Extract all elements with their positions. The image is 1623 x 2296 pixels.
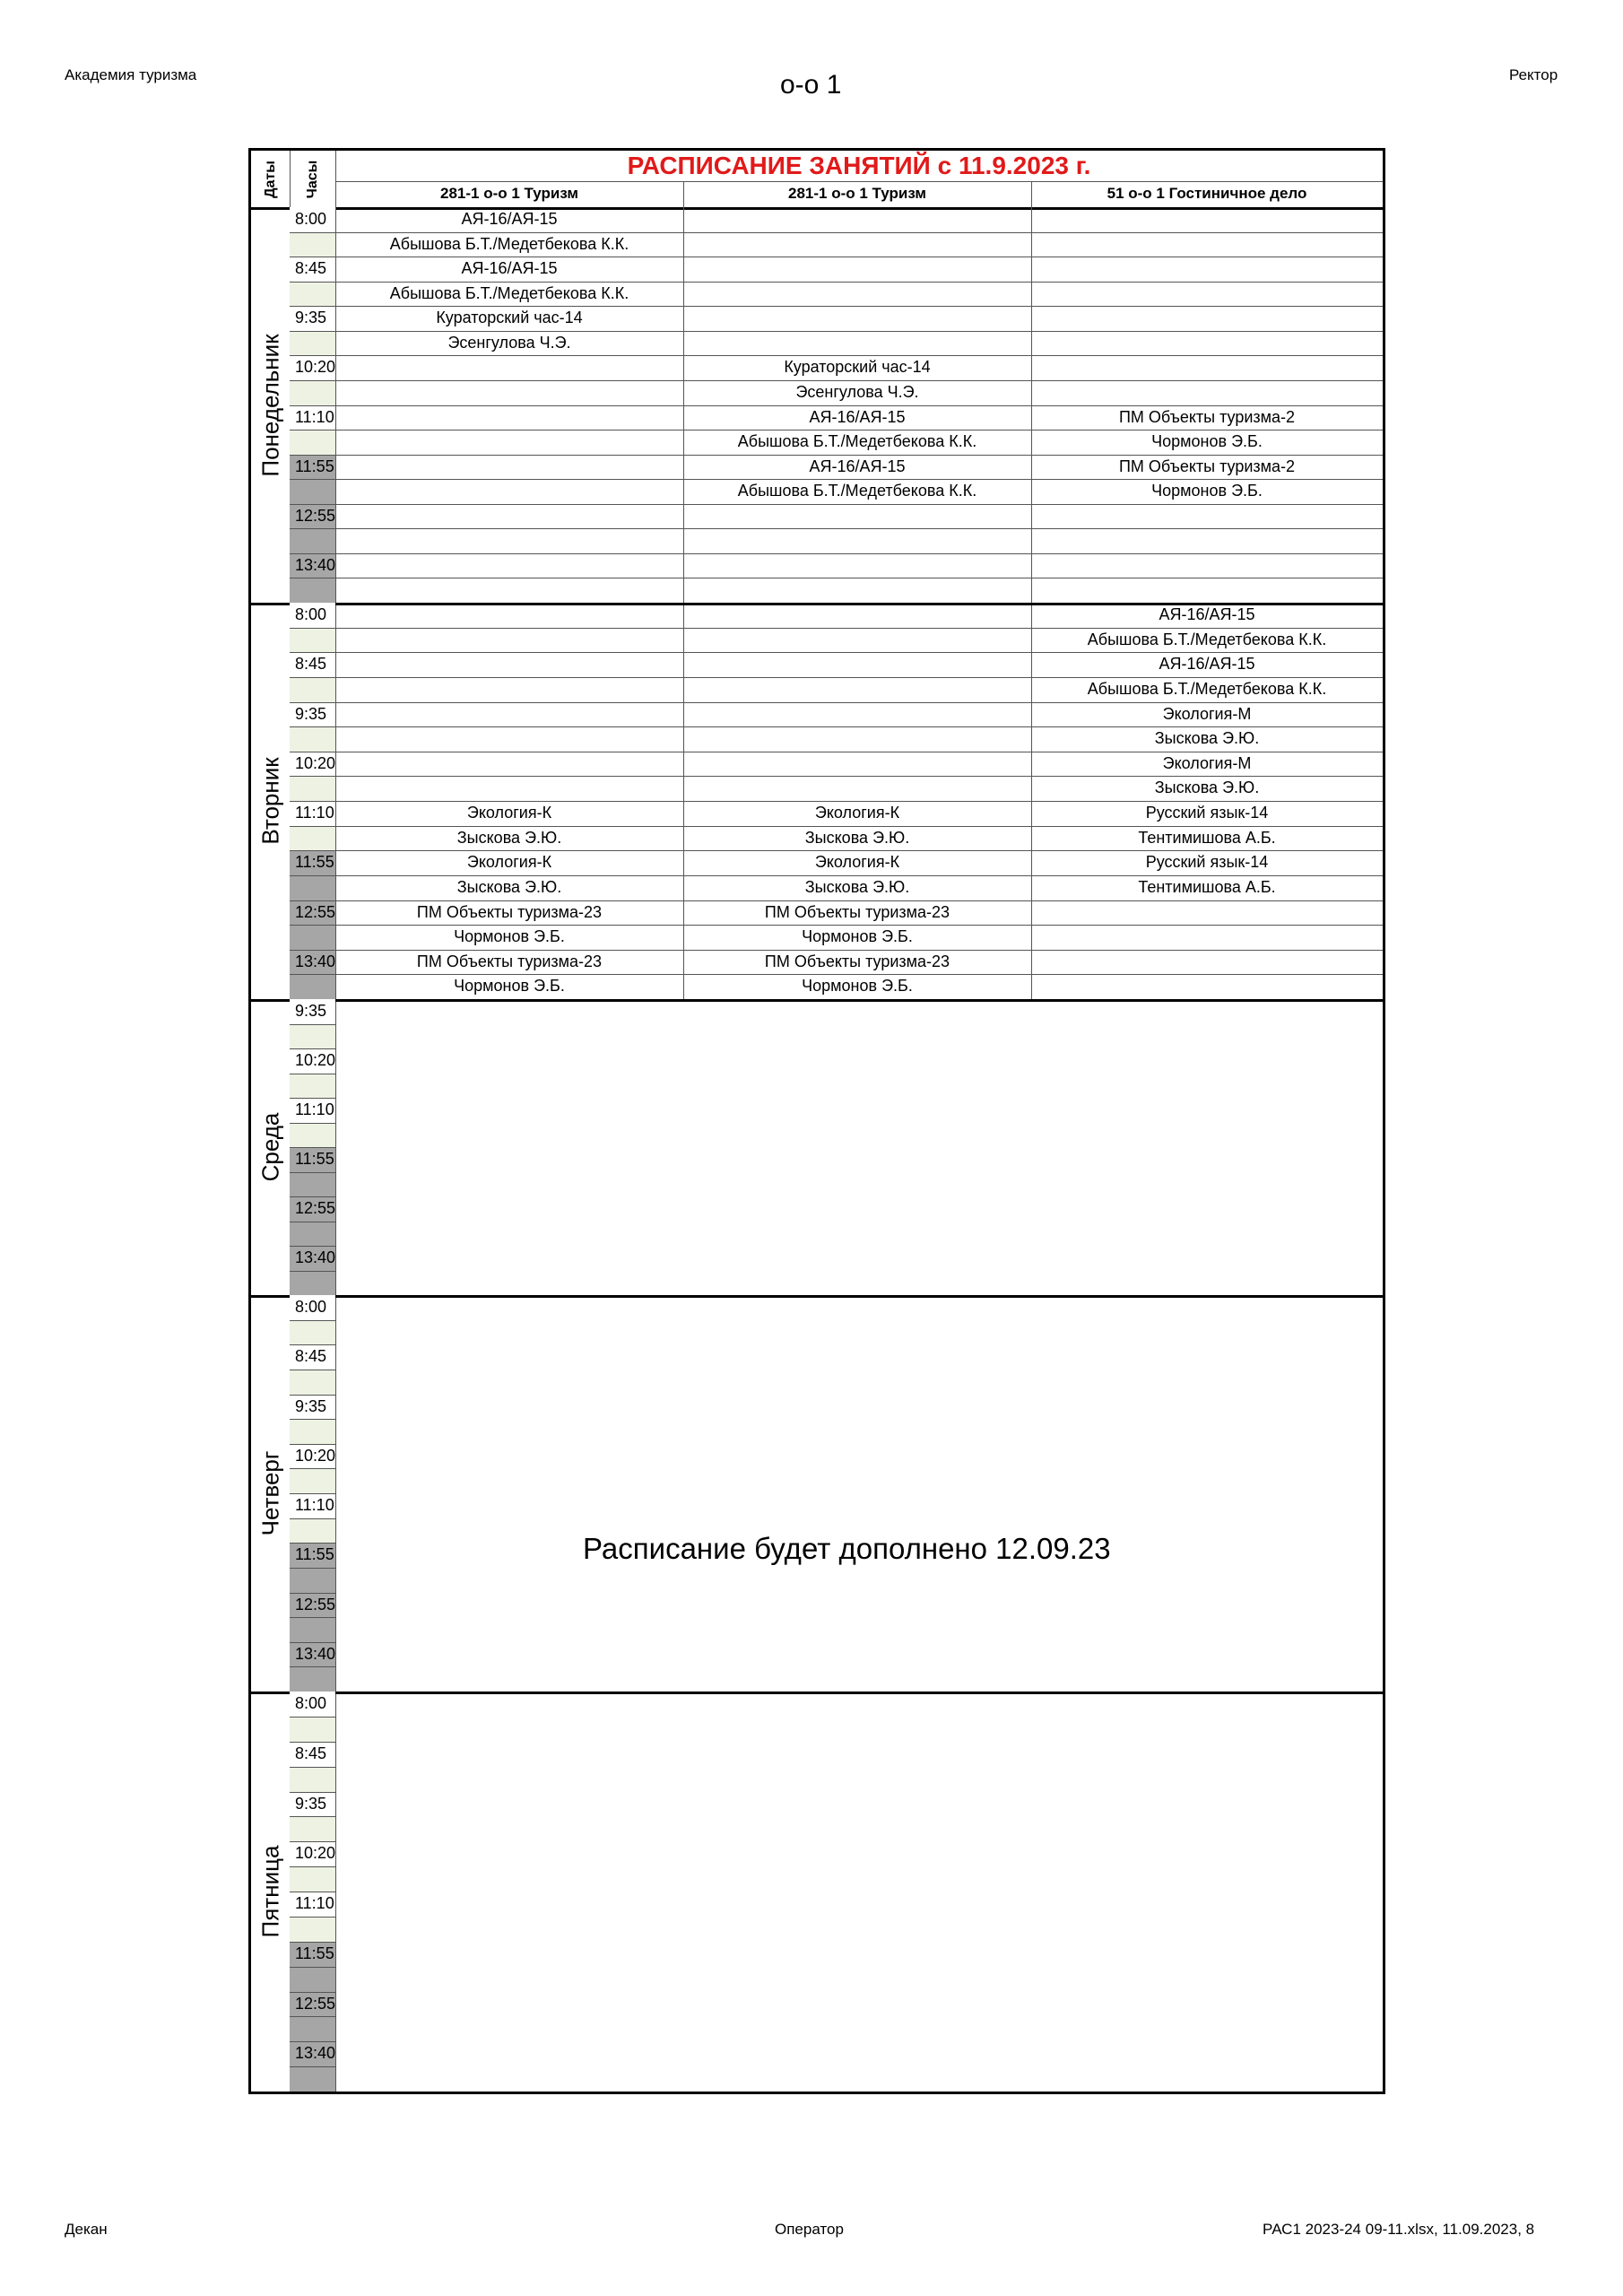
time-label: 13:40 [295,952,336,970]
lesson-subject [1031,207,1383,232]
lesson-teacher [1031,282,1383,307]
time-divider [290,1568,335,1569]
time-divider [290,1419,335,1420]
group-header: 281-1 о-о 1 Туризм [440,185,578,202]
lesson-teacher [335,776,683,801]
time-divider [290,1666,335,1667]
lesson-subject [683,306,1031,331]
lesson-teacher [683,726,1031,752]
lesson-subject [683,752,1031,777]
hours-column-label: Часы [304,160,320,198]
time-label: 13:40 [295,555,336,574]
time-divider [290,331,335,332]
time-divider [290,1147,335,1148]
time-cell-bottom [290,826,335,851]
time-label: 9:35 [295,1794,327,1813]
time-label: 8:45 [295,1744,327,1762]
time-divider [290,801,335,802]
time-divider [290,306,335,307]
lesson-subject [683,553,1031,578]
lesson-subject [1031,355,1383,380]
time-cell-bottom [290,528,335,553]
time-divider [290,826,335,827]
lesson-teacher: Зыскова Э.Ю. [1154,729,1260,748]
time-divider [290,504,335,505]
time-divider [290,1172,335,1173]
time-divider [290,1246,335,1247]
time-divider [290,1942,335,1943]
time-cell-bottom [290,1917,335,1942]
time-divider [290,1866,335,1867]
time-divider [290,282,335,283]
footer-left: Декан [65,2221,108,2238]
lesson-teacher [1031,925,1383,950]
time-cell-bottom [290,2066,335,2092]
header-right: Ректор [1509,66,1558,83]
time-divider [290,1967,335,1968]
lesson-subject [1031,306,1383,331]
time-divider [290,1767,335,1768]
time-divider [290,380,335,381]
time-divider [290,1742,335,1743]
time-divider [290,1617,335,1618]
time-cell-bottom [290,1568,335,1593]
time-label: 8:45 [295,655,327,674]
time-divider [290,1816,335,1817]
lesson-subject [335,652,683,677]
header-left: Академия туризма [65,66,197,83]
schedule-notice: Расписание будет дополнено 12.09.23 [583,1532,1111,1565]
lesson-subject [683,504,1031,529]
time-cell-bottom [290,1370,335,1395]
lesson-teacher [335,677,683,702]
time-divider [290,1642,335,1643]
time-label: 11:10 [295,1100,334,1118]
time-divider [290,702,335,703]
lesson-subject: Экология-М [1162,753,1252,772]
time-cell-bottom [290,1123,335,1148]
time-cell-bottom [290,1666,335,1692]
lesson-teacher: Абышова Б.Т./Медетбекова К.К. [1087,679,1327,698]
time-cell-bottom [290,776,335,801]
header-center: о-о 1 [780,70,842,100]
time-divider [290,1444,335,1445]
time-cell-bottom [290,1518,335,1544]
time-divider [290,1518,335,1519]
time-label: 11:10 [295,1496,334,1514]
group-header: 51 о-о 1 Гостиничное дело [1107,185,1307,202]
lesson-subject: Экология-К [466,853,552,872]
lesson-subject: ПМ Объекты туризма-2 [1118,407,1296,426]
lesson-subject [683,652,1031,677]
lesson-subject: Русский язык-14 [1145,853,1269,872]
lesson-teacher: Зыскова Э.Ю. [456,877,562,896]
lesson-teacher: Чормонов Э.Б. [454,977,565,996]
lesson-subject [335,405,683,430]
time-label: 9:35 [295,1002,327,1020]
time-label: 8:45 [295,259,327,278]
lesson-subject: АЯ-16/АЯ-15 [461,210,558,228]
time-cell-bottom [290,1816,335,1841]
lesson-subject [683,702,1031,727]
lesson-subject [683,257,1031,282]
lesson-teacher [683,628,1031,653]
lesson-teacher [335,430,683,455]
time-cell-bottom [290,974,335,999]
time-divider [290,677,335,678]
time-divider [290,1123,335,1124]
time-label: 11:55 [295,1150,334,1168]
time-label: 12:55 [295,506,336,525]
lesson-subject [335,603,683,628]
lesson-subject: Экология-К [814,853,900,872]
lesson-teacher [683,528,1031,553]
time-divider [290,850,335,851]
lesson-subject [335,752,683,777]
time-label: 9:35 [295,1396,327,1415]
lesson-teacher [1031,331,1383,356]
time-cell-bottom [290,1767,335,1792]
time-cell-bottom [290,1074,335,1099]
time-label: 13:40 [295,1248,336,1266]
dates-column-label: Даты [262,160,278,198]
time-divider [290,1917,335,1918]
time-cell-bottom [290,331,335,356]
time-divider [290,1048,335,1049]
lesson-teacher [683,776,1031,801]
time-divider [290,1196,335,1197]
lesson-teacher [335,528,683,553]
lesson-teacher: Чормонов Э.Б. [802,927,913,946]
time-divider [290,1792,335,1793]
lesson-subject [1031,553,1383,578]
time-divider [290,950,335,951]
day-divider [251,1295,1383,1298]
lesson-teacher: Чормонов Э.Б. [454,927,565,946]
time-divider [290,455,335,456]
time-divider [290,355,335,356]
time-divider [290,1593,335,1594]
time-cell-bottom [290,1271,335,1296]
lesson-teacher: Зыскова Э.Ю. [1154,778,1260,797]
time-cell-bottom [290,677,335,702]
lesson-subject [335,504,683,529]
time-divider [290,900,335,901]
time-label: 11:10 [295,407,334,426]
time-cell-bottom [290,578,335,603]
time-cell-bottom [290,726,335,752]
lesson-teacher [335,726,683,752]
time-label: 13:40 [295,1644,336,1663]
lesson-teacher [1031,578,1383,603]
lesson-teacher: Чормонов Э.Б. [1151,482,1263,500]
time-divider [290,2016,335,2017]
time-divider [290,925,335,926]
time-cell-bottom [290,1967,335,1992]
time-divider [290,1098,335,1099]
time-divider [290,652,335,653]
time-divider [290,1395,335,1396]
lesson-subject [335,455,683,480]
time-cell-bottom [290,1320,335,1345]
time-divider [290,1543,335,1544]
time-label: 12:55 [295,1595,336,1613]
time-label: 11:55 [295,1944,334,1962]
time-label: 12:55 [295,902,336,921]
lesson-teacher [683,331,1031,356]
footer-right: РАС1 2023-24 09-11.xlsx, 11.09.2023, 8 [1263,2221,1535,2238]
lesson-subject: АЯ-16/АЯ-15 [809,457,906,475]
lesson-subject: Экология-К [814,804,900,822]
time-label: 9:35 [295,309,327,327]
time-divider [290,1024,335,1025]
time-label: 11:55 [295,853,334,872]
time-label: 11:55 [295,457,334,475]
time-divider [290,875,335,876]
time-divider [290,726,335,727]
time-cell-bottom [290,430,335,455]
time-cell-bottom [290,2016,335,2041]
time-cell-bottom [290,232,335,257]
time-divider [290,232,335,233]
lesson-subject: Экология-К [466,804,552,822]
time-label: 11:10 [295,804,334,822]
day-label: Вторник [256,757,283,845]
lesson-subject [683,207,1031,232]
footer-center: Оператор [775,2221,844,2238]
lesson-teacher [335,578,683,603]
time-divider [290,628,335,629]
time-cell-bottom [290,380,335,405]
lesson-teacher: Зыскова Э.Ю. [804,877,910,896]
time-label: 13:40 [295,2044,336,2063]
lesson-subject: АЯ-16/АЯ-15 [809,407,906,426]
lesson-subject [1031,900,1383,926]
lesson-subject: Экология-М [1162,704,1252,723]
time-label: 11:55 [295,1545,334,1564]
lesson-teacher [1031,528,1383,553]
lesson-teacher: Абышова Б.Т./Медетбекова К.К. [737,432,977,451]
lesson-subject: ПМ Объекты туризма-23 [764,952,950,970]
lesson-teacher: Абышова Б.Т./Медетбекова К.К. [389,283,629,302]
time-divider [290,405,335,406]
lesson-subject [1031,257,1383,282]
lesson-teacher: Абышова Б.Т./Медетбекова К.К. [389,234,629,253]
lesson-subject: Русский язык-14 [1145,804,1269,822]
lesson-teacher: Абышова Б.Т./Медетбекова К.К. [737,482,977,500]
lesson-subject [1031,504,1383,529]
time-label: 11:10 [295,1894,334,1912]
time-divider [290,1271,335,1272]
lesson-subject: АЯ-16/АЯ-15 [461,259,558,278]
lesson-teacher [335,380,683,405]
time-cell-bottom [290,925,335,950]
time-divider [290,2066,335,2067]
day-divider [251,1692,1383,1694]
lesson-teacher: Эсенгулова Ч.Э. [447,333,571,352]
lesson-teacher [335,479,683,504]
lesson-teacher [1031,380,1383,405]
time-divider [290,776,335,777]
schedule-table [248,148,1385,2094]
time-label: 8:00 [295,210,327,228]
time-label: 12:55 [295,1199,336,1217]
time-cell-bottom [290,1419,335,1444]
time-cell-bottom [290,1222,335,1247]
time-divider [290,1468,335,1469]
time-label: 12:55 [295,1994,336,2013]
time-cell-bottom [290,875,335,900]
lesson-subject: Кураторский час-14 [784,358,931,377]
time-cell-bottom [290,628,335,653]
time-divider [290,1320,335,1321]
time-cell-bottom [290,1617,335,1642]
time-label: 10:20 [295,1446,336,1465]
day-label: Понедельник [256,333,283,477]
time-cell-bottom [290,1024,335,1049]
lesson-teacher [1031,974,1383,999]
time-label: 9:35 [295,704,327,723]
day-divider [251,999,1383,1002]
group-header: 281-1 о-о 1 Туризм [788,185,926,202]
day-label: Среда [256,1112,283,1182]
time-cell-bottom [290,1468,335,1493]
lesson-subject [683,603,1031,628]
lesson-teacher [1031,232,1383,257]
lesson-teacher [683,578,1031,603]
lesson-teacher: Чормонов Э.Б. [802,977,913,996]
time-divider [290,1717,335,1718]
lesson-subject [335,553,683,578]
time-label: 8:00 [295,1298,327,1316]
lesson-teacher: Зыскова Э.Ю. [804,828,910,847]
lesson-teacher: Эсенгулова Ч.Э. [795,382,919,401]
time-divider [290,528,335,529]
lesson-teacher: Тентимишова А.Б. [1138,828,1276,847]
time-divider [290,1344,335,1345]
lesson-teacher [683,677,1031,702]
time-cell-bottom [290,1172,335,1197]
time-label: 10:20 [295,753,336,772]
time-divider [290,553,335,554]
lesson-subject: Кураторский час-14 [436,309,583,327]
time-label: 10:20 [295,1844,336,1863]
time-divider [290,1493,335,1494]
lesson-subject: АЯ-16/АЯ-15 [1159,605,1255,623]
day-label: Четверг [256,1450,283,1536]
time-divider [290,974,335,975]
time-cell-bottom [290,1866,335,1892]
time-cell-bottom [290,1717,335,1742]
lesson-teacher [683,232,1031,257]
lesson-subject: ПМ Объекты туризма-23 [416,902,603,921]
time-label: 8:00 [295,605,327,623]
lesson-teacher [335,628,683,653]
lesson-subject [335,355,683,380]
time-divider [290,479,335,480]
time-cell-bottom [290,479,335,504]
lesson-subject: АЯ-16/АЯ-15 [1159,655,1255,674]
time-label: 8:00 [295,1694,327,1712]
time-cell-bottom [290,282,335,307]
time-label: 10:20 [295,358,336,377]
time-divider [290,1992,335,1993]
schedule-title: РАСПИСАНИЕ ЗАНЯТИЙ с 11.9.2023 г. [627,152,1091,179]
time-divider [290,2041,335,2042]
lesson-teacher [683,282,1031,307]
time-label: 8:45 [295,1347,327,1366]
lesson-subject: ПМ Объекты туризма-2 [1118,457,1296,475]
lesson-subject [335,702,683,727]
lesson-teacher: Абышова Б.Т./Медетбекова К.К. [1087,630,1327,648]
day-label: Пятница [256,1845,283,1938]
lesson-subject: ПМ Объекты туризма-23 [416,952,603,970]
lesson-teacher: Зыскова Э.Ю. [456,828,562,847]
lesson-subject: ПМ Объекты туризма-23 [764,902,950,921]
time-divider [290,1841,335,1842]
lesson-subject [1031,950,1383,975]
time-label: 10:20 [295,1051,336,1069]
lesson-teacher: Чормонов Э.Б. [1151,432,1263,451]
lesson-teacher: Тентимишова А.Б. [1138,877,1276,896]
